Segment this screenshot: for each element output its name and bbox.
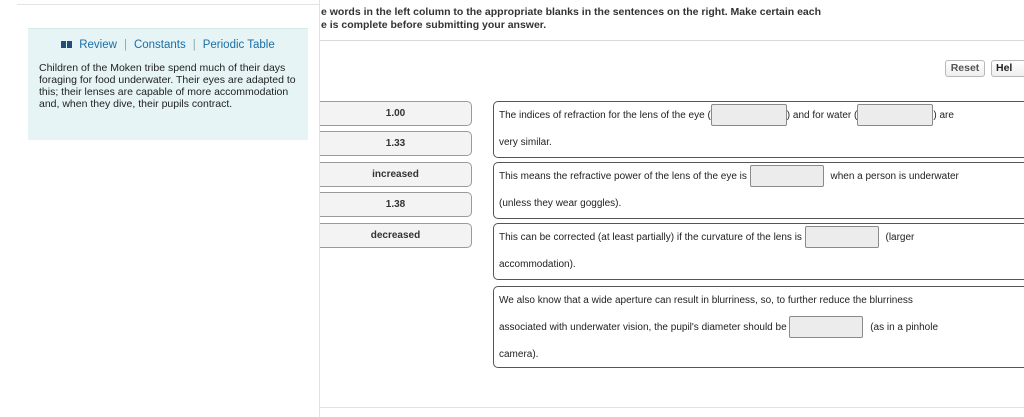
info-panel [28, 28, 308, 140]
sentence-4-text-a: We also know that a wide aperture can result in blurriness, so, to further reduce the blurriness [499, 295, 913, 306]
word-chip-1-38[interactable]: 1.38 [320, 192, 472, 217]
link-separator: | [123, 39, 127, 51]
sentence-1-text-a: The indices of refraction for the lens of the eye ( [499, 110, 711, 121]
sentence-3-text-b: (larger [885, 232, 915, 243]
sentence-2-text-c: (unless they wear goggles). [499, 198, 622, 209]
word-chip-increased[interactable]: increased [320, 162, 472, 187]
constants-link[interactable]: Constants [133, 39, 186, 51]
sentence-3-text-c: accommodation). [499, 259, 576, 270]
sentence-4-text-d: camera). [499, 349, 539, 360]
sentence-4-text-c: (as in a pinhole [870, 322, 939, 333]
instructions-line-2: e is complete before submitting your answer. [321, 19, 547, 31]
sentence-4-text-b: associated with underwater vision, the pupil's diameter should be [499, 322, 787, 333]
sentence-1 [493, 101, 1024, 158]
blank-lens-curvature[interactable] [805, 226, 879, 248]
book-icon [61, 39, 73, 51]
review-link[interactable]: Review [79, 39, 117, 51]
sentence-2-text-a: This means the refractive power of the lens of the eye is [499, 171, 747, 182]
instructions [321, 6, 1021, 32]
sentence-2 [493, 162, 1024, 219]
resource-links [28, 39, 308, 51]
blank-eye-index[interactable] [711, 104, 787, 126]
sentence-3 [493, 223, 1024, 280]
sentence-3-text-a: This can be corrected (at least partially) if the curvature of the lens is [499, 232, 802, 243]
top-divider [17, 4, 320, 5]
blank-refractive-power[interactable] [750, 165, 824, 187]
reset-button[interactable]: Reset [945, 60, 985, 77]
sentence-1-text-d: very similar. [499, 137, 552, 148]
word-chip-decreased[interactable]: decreased [320, 223, 472, 248]
link-separator: | [192, 39, 196, 51]
sentence-1-text-b: ) and for water ( [786, 110, 858, 121]
instructions-line-1: e words in the left column to the appropriate blanks in the sentences on the right. Make certain each [321, 6, 822, 18]
sentence-1-text-c: ) are [933, 110, 954, 121]
sentence-4 [493, 286, 1024, 368]
instructions-divider [320, 40, 1024, 41]
word-chip-1-33[interactable]: 1.33 [320, 131, 472, 156]
help-button[interactable]: Hel [991, 60, 1024, 77]
sentence-2-text-b: when a person is underwater [830, 171, 959, 182]
problem-description: Children of the Moken tribe spend much of their days foraging for food underwater. Their eyes are adapted to this; their lenses are capable of more accommodation and, when they dive, their pupils contract. [39, 62, 296, 110]
word-chip-1-00[interactable]: 1.00 [320, 101, 472, 126]
periodic-table-link[interactable]: Periodic Table [202, 39, 275, 51]
blank-pupil-diameter[interactable] [789, 316, 863, 338]
blank-water-index[interactable] [857, 104, 933, 126]
bottom-divider [320, 407, 1024, 408]
